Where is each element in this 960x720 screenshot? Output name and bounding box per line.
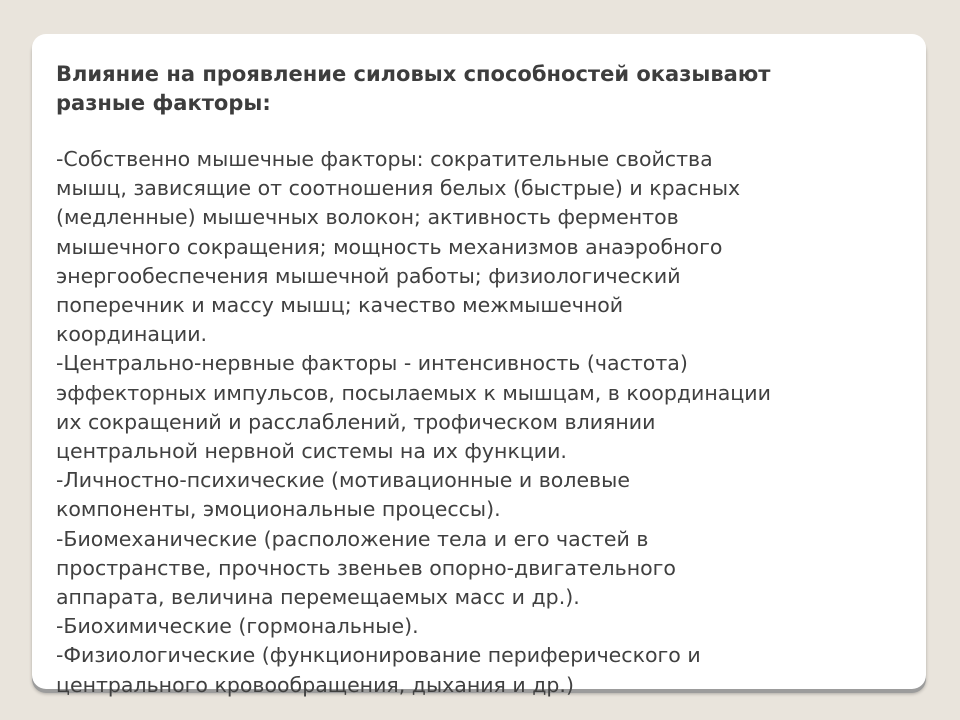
- factor-biochemical: -Биохимические (гормональные).: [56, 614, 419, 639]
- factor-muscular: -Собственно мышечные факторы: сократительные свойства мышц, зависящие от соотношения белых (быстрые) и красных (медленные) мышечных волокон; активность ферментов мышечного сокращения; мощность механизмов анаэробного энергообеспечения мышечной работы; физиологический поперечник и массу мышц; качество межмышечной координации.: [56, 147, 741, 347]
- slide-title: Влияние на проявление силовых способностей оказывают разные факторы:: [56, 62, 771, 115]
- factor-central-nervous: -Центрально-нервные факторы - интенсивность (частота) эффекторных импульсов, посылаемых к мышцам, в координации их сокращений и расслаблений, трофическом влиянии центральной нервной системы на их функции.: [56, 351, 771, 464]
- factor-physiological: -Физиологические (функционирование периферического и центрального кровообращения, дыхания и др.): [56, 643, 701, 697]
- factor-biomechanical: -Биомеханические (расположение тела и его частей в пространстве, прочность звеньев опорно-двигательного аппарата, величина перемещаемых масс и др.).: [56, 526, 676, 610]
- slide-content: [56, 60, 916, 700]
- factor-personal-psychological: -Личностно-психические (мотивационные и волевые компоненты, эмоциональные процессы).: [56, 468, 630, 522]
